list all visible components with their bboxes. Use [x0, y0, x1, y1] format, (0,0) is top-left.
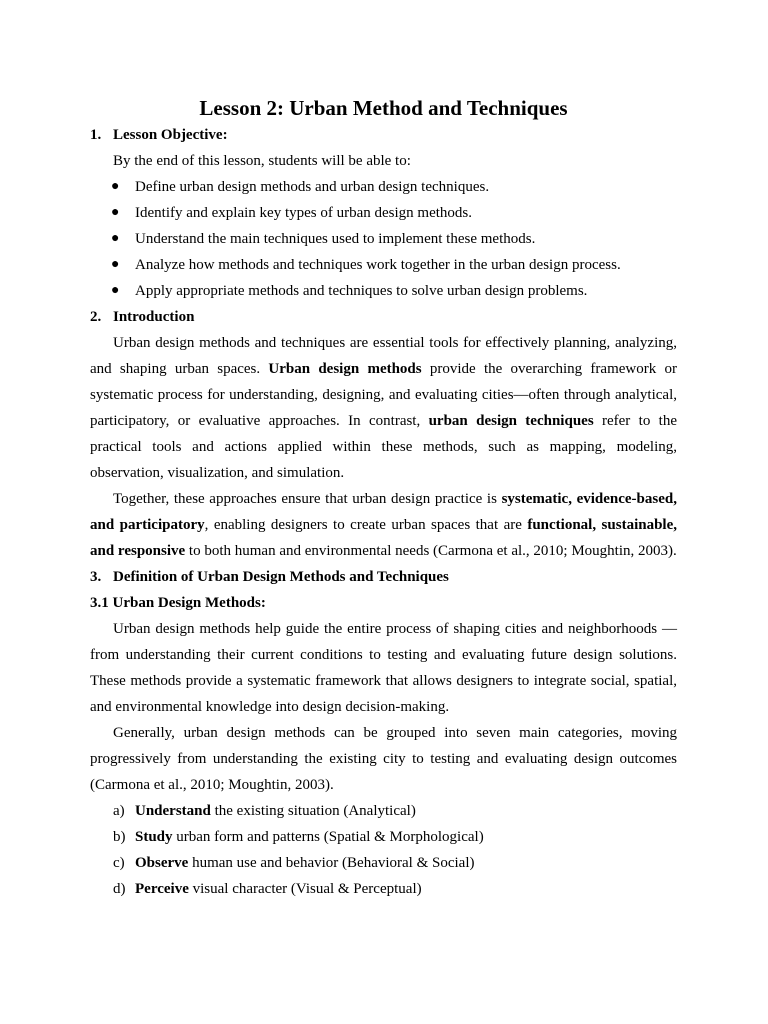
list-item-text: Apply appropriate methods and techniques to solve urban design problems.	[135, 283, 588, 299]
list-item: a) Understand the existing situation (Analytical)	[90, 798, 677, 824]
document-content	[90, 94, 677, 902]
bullet-icon: ●	[111, 257, 120, 272]
list-item	[90, 252, 677, 278]
subsection-heading: 3.1 Urban Design Methods:	[90, 595, 266, 611]
list-item: b) Study urban form and patterns (Spatial & Morphological)	[90, 824, 677, 850]
intro-paragraph-2: Together, these approaches ensure that urban design practice is systematic, evidence-based, and participatory, enabling designers to create urban spaces that are functional, sustainable, and responsive to both human and environmental needs (Carmona et al., 2010; Moughtin, 2003).	[90, 491, 677, 559]
section-title: Introduction	[113, 309, 195, 325]
methods-paragraph-2: Generally, urban design methods can be grouped into seven main categories, moving progressively from understanding the existing city to testing and evaluating design outcomes (Carmona et al., 2010; Moughtin, 2003).	[90, 725, 677, 793]
intro-paragraph-1: Urban design methods and techniques are essential tools for effectively planning, analyzing, and shaping urban spaces. Urban design methods provide the overarching framework or systematic process for understanding, designing, and evaluating cities—often through analytical, participatory, or evaluative approaches. In contrast, urban design techniques refer to the practical tools and actions applied within these methods, such as mapping, modeling, observation, visualization, and simulation.	[90, 335, 677, 481]
list-label: d)	[113, 881, 126, 897]
list-item: c) Observe human use and behavior (Behavioral & Social)	[90, 850, 677, 876]
list-label: b)	[113, 829, 126, 845]
list-item-text: Define urban design methods and urban design techniques.	[135, 179, 490, 195]
bold-term: systematic, evidence-based, and participatory	[90, 491, 677, 533]
list-item-text: Analyze how methods and techniques work together in the urban design process.	[135, 257, 621, 273]
bullet-icon: ●	[111, 231, 120, 246]
bullet-icon: ●	[111, 205, 120, 220]
objective-intro: By the end of this lesson, students will be able to:	[113, 153, 411, 169]
list-item: d) Perceive visual character (Visual & Perceptual)	[90, 876, 677, 902]
list-item-text: Identify and explain key types of urban design methods.	[135, 205, 473, 221]
list-label: c)	[113, 855, 125, 871]
section-heading-introduction	[90, 304, 677, 330]
section-heading-definition	[90, 564, 677, 590]
section-number: 3.	[90, 569, 102, 585]
list-item	[90, 200, 677, 226]
list-item	[90, 226, 677, 252]
list-label: a)	[113, 803, 125, 819]
methods-paragraph-1: Urban design methods help guide the entire process of shaping cities and neighborhoods — from understanding their current conditions to testing and evaluating future design solutions. These methods provide a systematic framework that allows designers to integrate social, spatial, and environmental knowledge into design decision-making.	[90, 621, 677, 715]
list-item	[90, 278, 677, 304]
page-title: Lesson 2: Urban Method and Techniques	[199, 96, 568, 120]
list-item-text: Understand the main techniques used to implement these methods.	[135, 231, 536, 247]
section-title: Definition of Urban Design Methods and Techniques	[113, 569, 449, 585]
bold-term: functional, sustainable, and responsive	[90, 517, 677, 559]
section-heading-objective	[90, 122, 677, 148]
section-title: Lesson Objective:	[113, 127, 228, 143]
section-number: 2.	[90, 309, 102, 325]
bold-term: urban design techniques	[428, 413, 594, 429]
bullet-icon: ●	[111, 283, 120, 298]
bullet-icon: ●	[111, 179, 120, 194]
bold-term: Urban design methods	[268, 361, 422, 377]
section-number: 1.	[90, 127, 102, 143]
list-item	[90, 174, 677, 200]
